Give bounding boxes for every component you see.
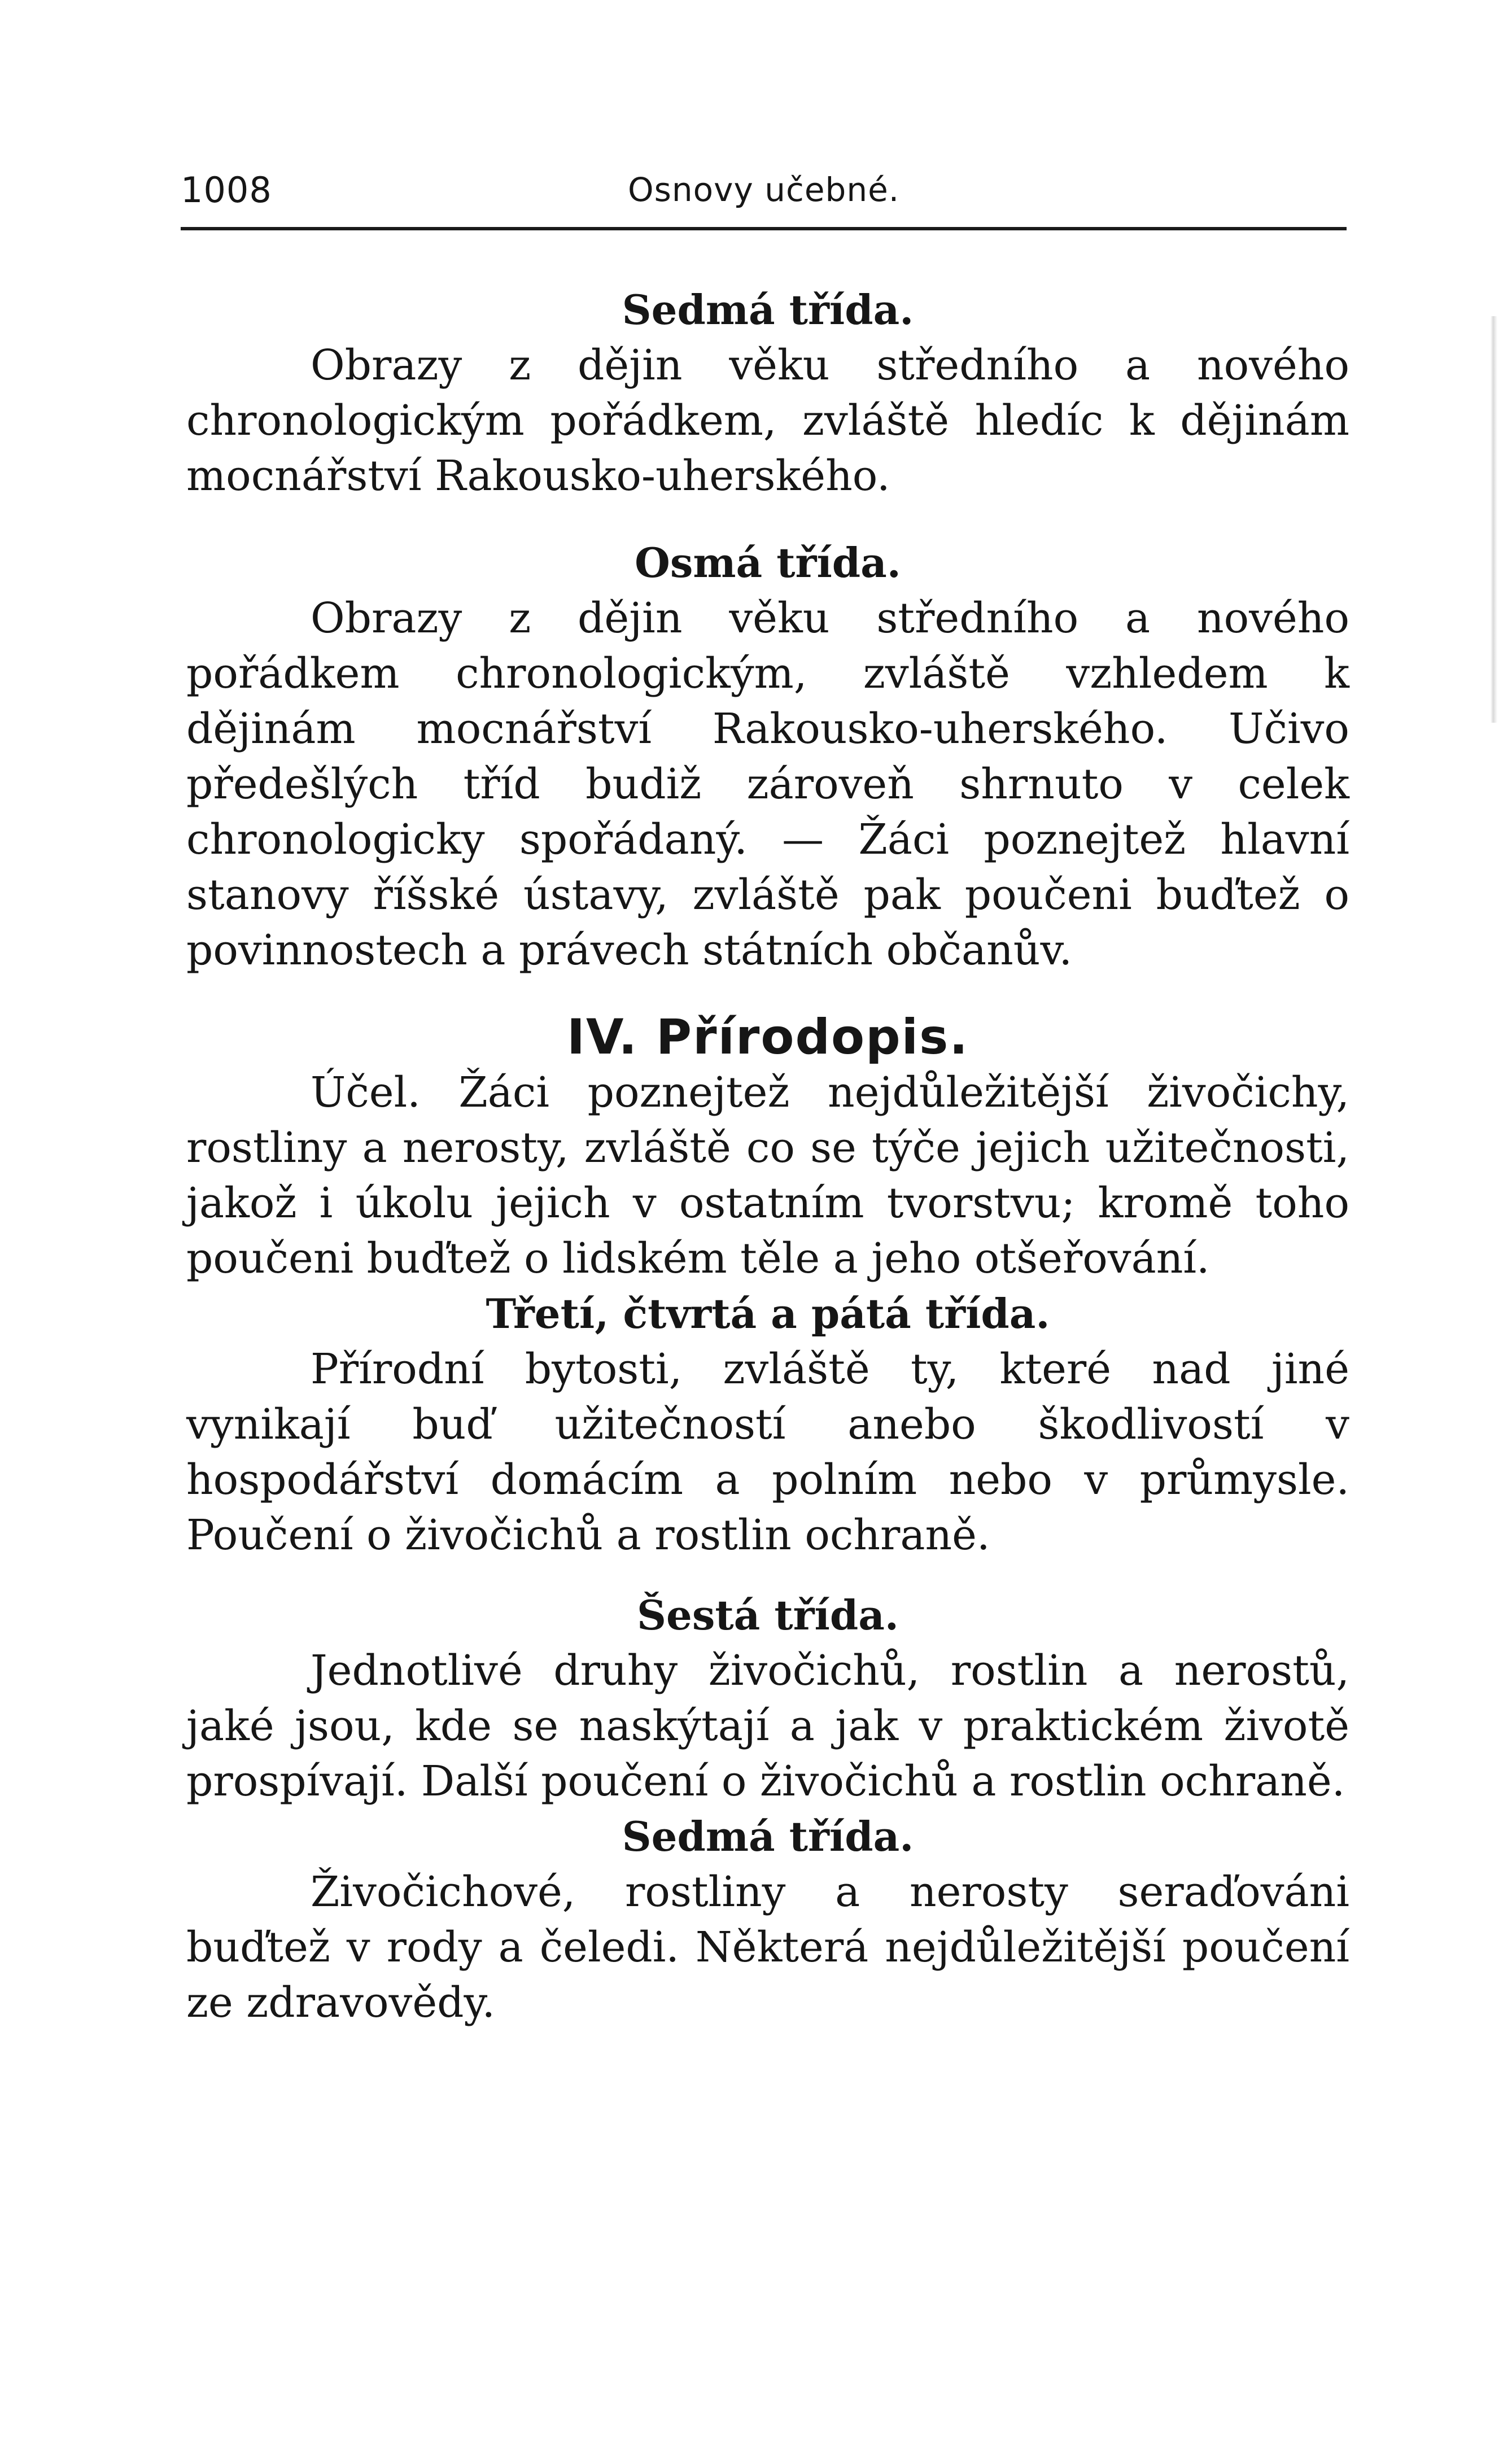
running-head: Osnovy učebné. bbox=[628, 171, 900, 209]
paragraph-third-to-fifth: Přírodní bytosti, zvláště ty, které nad jiné vynikají buď užitečností anebo škodlivostí v hospodářství domácím a polním nebo v průmysle. Poučení o živočichů a rostlin ochraně. bbox=[186, 1345, 1349, 1559]
header-rule bbox=[181, 227, 1347, 230]
heading-seventh-nature: Sedmá třída. bbox=[622, 1812, 914, 1860]
section-title-natural-history: IV. Přírodopis. bbox=[566, 1009, 969, 1065]
paragraph-sixth: Jednotlivé druhy živočichů, rostlin a nerostů, jaké jsou, kde se naskýtají a jak v praktickém životě prospívají. Další poučení o živočichů a rostlin ochraně. bbox=[186, 1646, 1349, 1806]
heading-third-to-fifth: Třetí, čtvrtá a pátá třída. bbox=[486, 1290, 1050, 1338]
page-edge-shadow bbox=[1491, 316, 1497, 723]
page-header bbox=[181, 169, 1347, 231]
page-number: 1008 bbox=[181, 169, 272, 211]
heading-seventh-history: Sedmá třída. bbox=[622, 286, 914, 334]
paragraph-purpose: Účel. Žáci poznejtež nejdůležitější živočichy, rostliny a nerosty, zvláště co se týče jejich užitečnosti, jakož i úkolu jejich v ostatním tvorstvu; kromě toho poučeni buďtež o lidském těle a jeho otšeřování. bbox=[186, 1068, 1349, 1283]
heading-eighth-history: Osmá třída. bbox=[635, 539, 901, 587]
heading-sixth: Šestá třída. bbox=[637, 1591, 899, 1639]
paragraph-seventh-history: Obrazy z dějin věku středního a nového chronologickým pořádkem, zvláště hledíc k dějinám mocnářství Rakousko-uherského. bbox=[186, 341, 1349, 500]
paragraph-seventh-nature: Živočichové, rostliny a nerosty seraďováni buďtež v rody a čeledi. Některá nejdůležitější poučení ze zdravovědy. bbox=[186, 1868, 1349, 2027]
page-body bbox=[186, 282, 1349, 2030]
paragraph-eighth-history: Obrazy z dějin věku středního a nového pořádkem chronologickým, zvláště vzhledem k dějinám mocnářství Rakousko-uherského. Učivo předešlých tříd budiž zároveň shrnuto v celek chronologicky spořádaný. — Žáci poznejtež hlavní stanovy říšské ústavy, zvláště pak poučeni buďtež o povinnostech a právech státních občanův. bbox=[186, 594, 1349, 975]
